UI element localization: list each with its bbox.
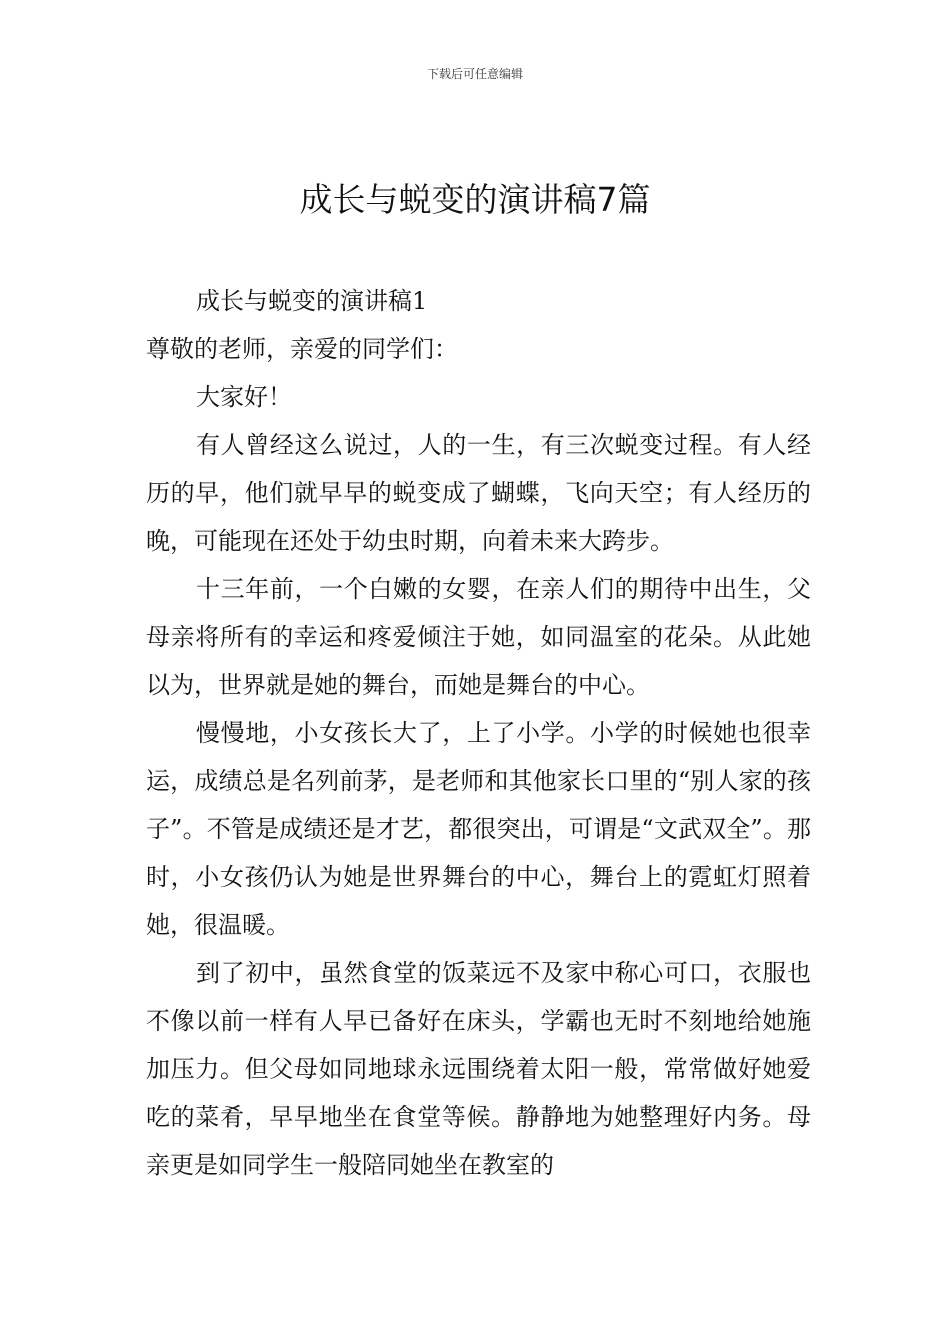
- document-body: [146, 277, 811, 1189]
- greeting: 大家好！: [196, 383, 292, 411]
- paragraph-4: 到了初中，虽然食堂的饭菜远不及家中称心可口，衣服也不像以前一样有人早已备好在床头，学霸也无时不刻地给她施加压力。但父母如同地球永远围绕着太阳一般，常常做好她爱吃的菜肴，早早地坐在食堂等候。静静地为她整理好内务。母亲更是如同学生一般陪同她坐在教室的: [146, 959, 811, 1179]
- paragraph-3: 慢慢地，小女孩长大了，上了小学。小学的时候她也很幸运，成绩总是名列前茅，是老师和其他家长口里的“别人家的孩子”。不管是成绩还是才艺，都很突出，可谓是“文武双全”。那时，小女孩仍认为她是世界舞台的中心，舞台上的霓虹灯照着她，很温暖。: [146, 719, 811, 939]
- salutation: 尊敬的老师，亲爱的同学们：: [146, 335, 458, 363]
- header-note: 下载后可任意编辑: [426, 67, 523, 81]
- section-title: 成长与蜕变的演讲稿1: [196, 287, 428, 315]
- paragraph-2: 十三年前，一个白嫩的女婴，在亲人们的期待中出生，父母亲将所有的幸运和疼爱倾注于她，如同温室的花朵。从此她以为，世界就是她的舞台，而她是舞台的中心。: [146, 575, 811, 699]
- document-title: 成长与蜕变的演讲稿7篇: [299, 180, 651, 219]
- paragraph-1: 有人曾经这么说过，人的一生，有三次蜕变过程。有人经历的早，他们就早早的蜕变成了蝴蝶，飞向天空；有人经历的晚，可能现在还处于幼虫时期，向着未来大跨步。: [146, 431, 811, 555]
